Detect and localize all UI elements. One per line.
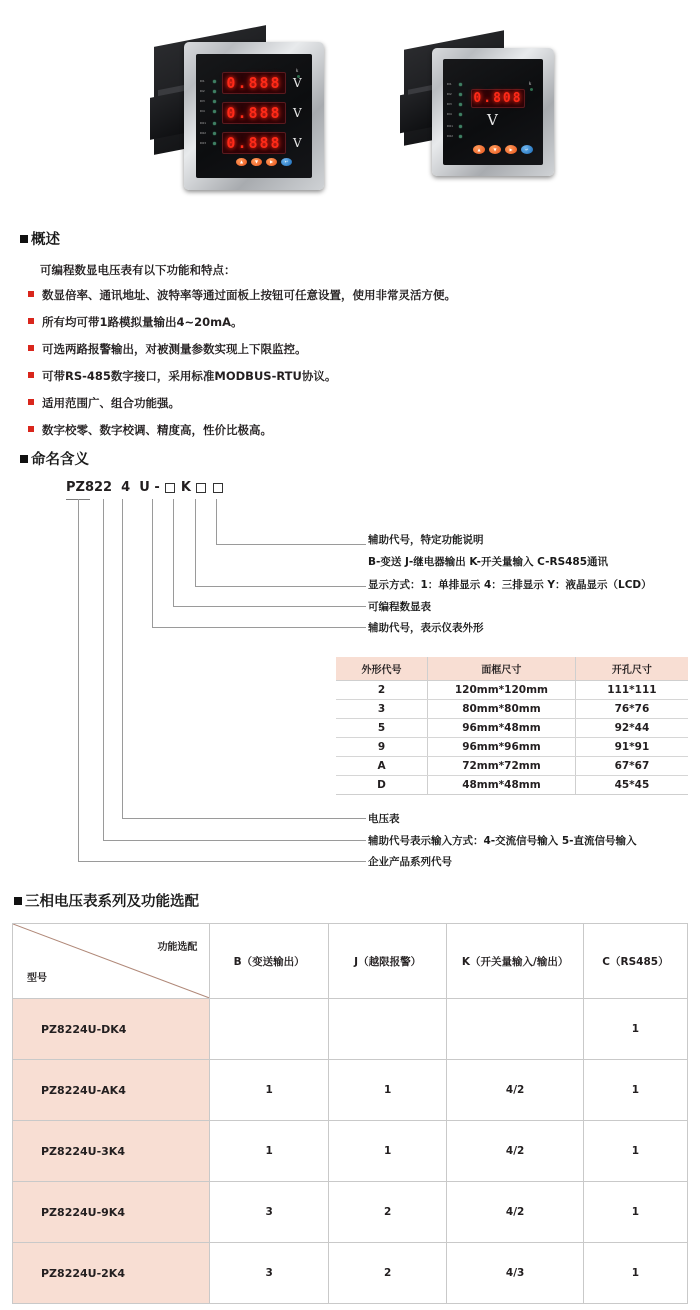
leader-v-prefix xyxy=(78,499,79,862)
led-lamp-di3 xyxy=(213,100,216,103)
cell-j: 1 xyxy=(328,1060,446,1121)
dim-cell-frame: 72mm*72mm xyxy=(428,757,576,776)
meter2-face xyxy=(443,59,543,165)
table-row xyxy=(13,999,688,1060)
cell-k: 4/2 xyxy=(447,1121,584,1182)
col-header-b: B（变送输出） xyxy=(210,924,328,999)
dim-cell-cutout: 92*44 xyxy=(575,719,688,738)
unit-label-row-1: V xyxy=(293,76,302,90)
dim-cell-frame: 96mm*96mm xyxy=(428,738,576,757)
cell-k xyxy=(447,999,584,1060)
meter2-led-lamp-di2 xyxy=(459,93,462,96)
meter2-led-label-do1: DO1 xyxy=(447,125,453,128)
feature-item xyxy=(28,423,668,450)
meter2-button-down[interactable]: ▼ xyxy=(489,145,501,154)
code-k-letter: K xyxy=(180,480,191,495)
dim-cell-frame: 120mm*120mm xyxy=(428,681,576,700)
cell-c: 1 xyxy=(583,1182,687,1243)
naming-heading-text: 命名含义 xyxy=(31,452,89,468)
dimension-table xyxy=(336,657,688,795)
led-label-di2: DI2 xyxy=(200,90,205,93)
meter2-led-label-di3: DI3 xyxy=(447,103,452,106)
table-row xyxy=(336,776,688,795)
led-display-row-3: 0.888 xyxy=(222,132,286,154)
table-row xyxy=(13,1243,688,1304)
cell-k: 4/2 xyxy=(447,1182,584,1243)
meter2-button-shift[interactable]: ▶ xyxy=(505,145,517,154)
button-enter[interactable]: ↵ xyxy=(281,158,292,166)
bullet-square-icon xyxy=(28,426,34,432)
cell-b: 3 xyxy=(210,1182,328,1243)
cell-c: 1 xyxy=(583,999,687,1060)
cell-j: 1 xyxy=(328,1121,446,1182)
series-heading xyxy=(14,890,199,911)
dim-cell-cutout: 45*45 xyxy=(575,776,688,795)
leader-h-shape xyxy=(152,627,366,628)
led-display-row-1: 0.888 xyxy=(222,72,286,94)
table-row xyxy=(13,1060,688,1121)
dim-cell-code: 5 xyxy=(336,719,428,738)
leader-v-meter xyxy=(173,499,174,607)
model-code-string xyxy=(66,480,224,495)
led-lamp-di2 xyxy=(213,90,216,93)
code-box-shape xyxy=(165,483,175,493)
code-box-display xyxy=(196,483,206,493)
three-row-led-voltmeter xyxy=(148,14,343,204)
table-row xyxy=(336,681,688,700)
naming-heading xyxy=(20,448,89,469)
callout-display-mode: 显示方式：1：单排显示 4：三排显示 Y：液晶显示（LCD） xyxy=(368,579,652,591)
cell-c: 1 xyxy=(583,1121,687,1182)
series-heading-text: 三相电压表系列及功能选配 xyxy=(25,894,199,910)
row-model-name: PZ8224U-9K4 xyxy=(13,1182,210,1243)
code-prefix: PZ822 xyxy=(66,480,113,495)
table-row xyxy=(336,700,688,719)
meter2-kilo-unit-label: k xyxy=(529,81,532,86)
cell-c: 1 xyxy=(583,1060,687,1121)
corner-model-label: 型号 xyxy=(27,973,47,984)
feature-list xyxy=(28,288,668,450)
table-row xyxy=(13,1182,688,1243)
feature-item xyxy=(28,342,668,369)
leader-h-type xyxy=(122,818,366,819)
corner-function-label: 功能选配 xyxy=(157,942,198,953)
section-marker-icon xyxy=(14,897,22,905)
unit-label-row-2: V xyxy=(293,106,302,120)
dim-cell-code: 3 xyxy=(336,700,428,719)
led-lamp-do2 xyxy=(213,132,216,135)
dim-cell-code: 9 xyxy=(336,738,428,757)
cell-b: 1 xyxy=(210,1121,328,1182)
dim-cell-frame: 48mm*48mm xyxy=(428,776,576,795)
led-lamp-do1 xyxy=(213,122,216,125)
feature-text: 数字校零、数字校调、精度高，性价比极高。 xyxy=(42,423,272,437)
col-header-k: K（开关量输入/输出） xyxy=(447,924,584,999)
cell-j xyxy=(328,999,446,1060)
dim-cell-code: D xyxy=(336,776,428,795)
led-lamp-do3 xyxy=(213,142,216,145)
leader-h-aux xyxy=(216,544,366,545)
row-model-name: PZ8224U-2K4 xyxy=(13,1243,210,1304)
leader-v-aux xyxy=(216,499,217,545)
dim-cell-code: A xyxy=(336,757,428,776)
dim-col-shape-code: 外形代号 xyxy=(336,657,428,681)
leader-h-meter xyxy=(173,606,366,607)
meter2-led-lamp-di1 xyxy=(459,83,462,86)
meter2-led-display-row: 0.808 xyxy=(471,89,525,108)
led-label-di3: DI3 xyxy=(200,100,205,103)
code-box-aux xyxy=(213,483,223,493)
table-row xyxy=(13,1121,688,1182)
leader-h-input xyxy=(103,840,366,841)
feature-text: 所有均可带1路模拟量输出4~20mA。 xyxy=(42,315,243,329)
meter-bezel xyxy=(184,42,324,190)
feature-item xyxy=(28,315,668,342)
meter2-led-lamp-do1 xyxy=(459,125,462,128)
overview-intro-text: 可编程数显电压表有以下功能和特点： xyxy=(40,263,236,277)
cell-k: 4/2 xyxy=(447,1060,584,1121)
bullet-square-icon xyxy=(28,399,34,405)
leader-v-shape xyxy=(152,499,153,628)
code-input-digit: 4 xyxy=(121,480,131,495)
dim-col-cutout-size: 开孔尺寸 xyxy=(575,657,688,681)
feature-text: 数显倍率、通讯地址、波特率等通过面板上按钮可任意设置，使用非常灵活方便。 xyxy=(42,288,456,302)
product-photo-strip xyxy=(0,0,700,215)
leader-v-input xyxy=(103,499,104,841)
cell-c: 1 xyxy=(583,1243,687,1304)
unit-label-row-3: V xyxy=(293,136,302,150)
section-marker-icon xyxy=(20,235,28,243)
leader-h-display xyxy=(195,586,366,587)
feature-text: 可带RS-485数字接口，采用标准MODBUS-RTU协议。 xyxy=(42,369,337,383)
feature-text: 适用范围广、组合功能强。 xyxy=(42,396,180,410)
kilo-unit-label: k xyxy=(296,68,299,73)
feature-item xyxy=(28,369,668,396)
meter2-led-lamp-di4 xyxy=(459,113,462,116)
dim-cell-code: 2 xyxy=(336,681,428,700)
code-type-letter: U xyxy=(139,480,150,495)
led-label-do1: DO1 xyxy=(200,122,206,125)
meter2-kilo-indicator-dot xyxy=(530,88,533,91)
cell-k: 4/3 xyxy=(447,1243,584,1304)
bullet-square-icon xyxy=(28,291,34,297)
meter2-led-label-di4: DI4 xyxy=(447,113,452,116)
led-label-do3: DO3 xyxy=(200,142,206,145)
leader-h-prefix xyxy=(78,861,366,862)
table-row xyxy=(336,719,688,738)
meter2-led-lamp-di3 xyxy=(459,103,462,106)
meter2-button-up[interactable]: ▲ xyxy=(473,145,485,154)
dim-cell-cutout: 76*76 xyxy=(575,700,688,719)
bullet-square-icon xyxy=(28,318,34,324)
meter2-button-enter[interactable]: ↵ xyxy=(521,145,533,154)
dim-cell-frame: 96mm*48mm xyxy=(428,719,576,738)
diagonal-divider-icon xyxy=(13,924,209,998)
callout-programmable: 可编程数显表 xyxy=(368,601,431,613)
bullet-square-icon xyxy=(28,345,34,351)
led-display-row-2: 0.888 xyxy=(222,102,286,124)
cell-b: 3 xyxy=(210,1243,328,1304)
led-label-di1: DI1 xyxy=(200,80,205,83)
code-dash: - xyxy=(154,480,160,495)
series-table-header-row xyxy=(13,924,688,999)
callout-option-codes: B-变送 J-继电器输出 K-开关量输入 C-RS485通讯 xyxy=(368,556,609,568)
cell-b xyxy=(210,999,328,1060)
callout-series-code: 企业产品系列代号 xyxy=(368,856,452,868)
dim-cell-frame: 80mm*80mm xyxy=(428,700,576,719)
row-model-name: PZ8224U-3K4 xyxy=(13,1121,210,1182)
meter2-led-label-di1: DI1 xyxy=(447,83,452,86)
led-lamp-di1 xyxy=(213,80,216,83)
single-row-led-voltmeter xyxy=(400,22,575,197)
cell-b: 1 xyxy=(210,1060,328,1121)
led-label-do2: DO2 xyxy=(200,132,206,135)
cell-j: 2 xyxy=(328,1243,446,1304)
table-row xyxy=(336,757,688,776)
col-header-j: J（越限报警） xyxy=(328,924,446,999)
feature-item xyxy=(28,288,668,315)
meter2-bezel xyxy=(432,48,554,176)
meter2-led-lamp-do2 xyxy=(459,135,462,138)
meter-face xyxy=(196,54,312,178)
callout-aux-function: 辅助代号，特定功能说明 xyxy=(368,534,484,546)
feature-text: 可选两路报警输出，对被测量参数实现上下限监控。 xyxy=(42,342,307,356)
dimension-table-header-row xyxy=(336,657,688,681)
led-label-di4: DI4 xyxy=(200,110,205,113)
dim-col-frame-size: 面框尺寸 xyxy=(428,657,576,681)
button-up[interactable]: ▲ xyxy=(236,158,247,166)
cell-j: 2 xyxy=(328,1182,446,1243)
overview-heading xyxy=(20,228,60,249)
meter2-unit-label: V xyxy=(487,111,498,129)
button-shift[interactable]: ▶ xyxy=(266,158,277,166)
row-model-name: PZ8224U-AK4 xyxy=(13,1060,210,1121)
table-row xyxy=(336,738,688,757)
leader-v-type xyxy=(122,499,123,819)
callout-input-mode: 辅助代号表示输入方式：4-交流信号输入 5-直流信号输入 xyxy=(368,835,637,847)
leader-v-display xyxy=(195,499,196,587)
dim-cell-cutout: 111*111 xyxy=(575,681,688,700)
overview-heading-text: 概述 xyxy=(31,232,60,248)
led-lamp-di4 xyxy=(213,110,216,113)
dim-cell-cutout: 67*67 xyxy=(575,757,688,776)
series-selection-table xyxy=(12,923,688,1304)
section-marker-icon xyxy=(20,455,28,463)
callout-shape-code: 辅助代号，表示仪表外形 xyxy=(368,622,484,634)
feature-item xyxy=(28,396,668,423)
bullet-square-icon xyxy=(28,372,34,378)
col-header-c: C（RS485） xyxy=(583,924,687,999)
button-down[interactable]: ▼ xyxy=(251,158,262,166)
meter2-led-label-di2: DI2 xyxy=(447,93,452,96)
dim-cell-cutout: 91*91 xyxy=(575,738,688,757)
row-model-name: PZ8224U-DK4 xyxy=(13,999,210,1060)
header-corner-split-cell xyxy=(13,924,210,999)
callout-voltmeter: 电压表 xyxy=(368,813,400,825)
meter2-led-label-do2: DO2 xyxy=(447,135,453,138)
